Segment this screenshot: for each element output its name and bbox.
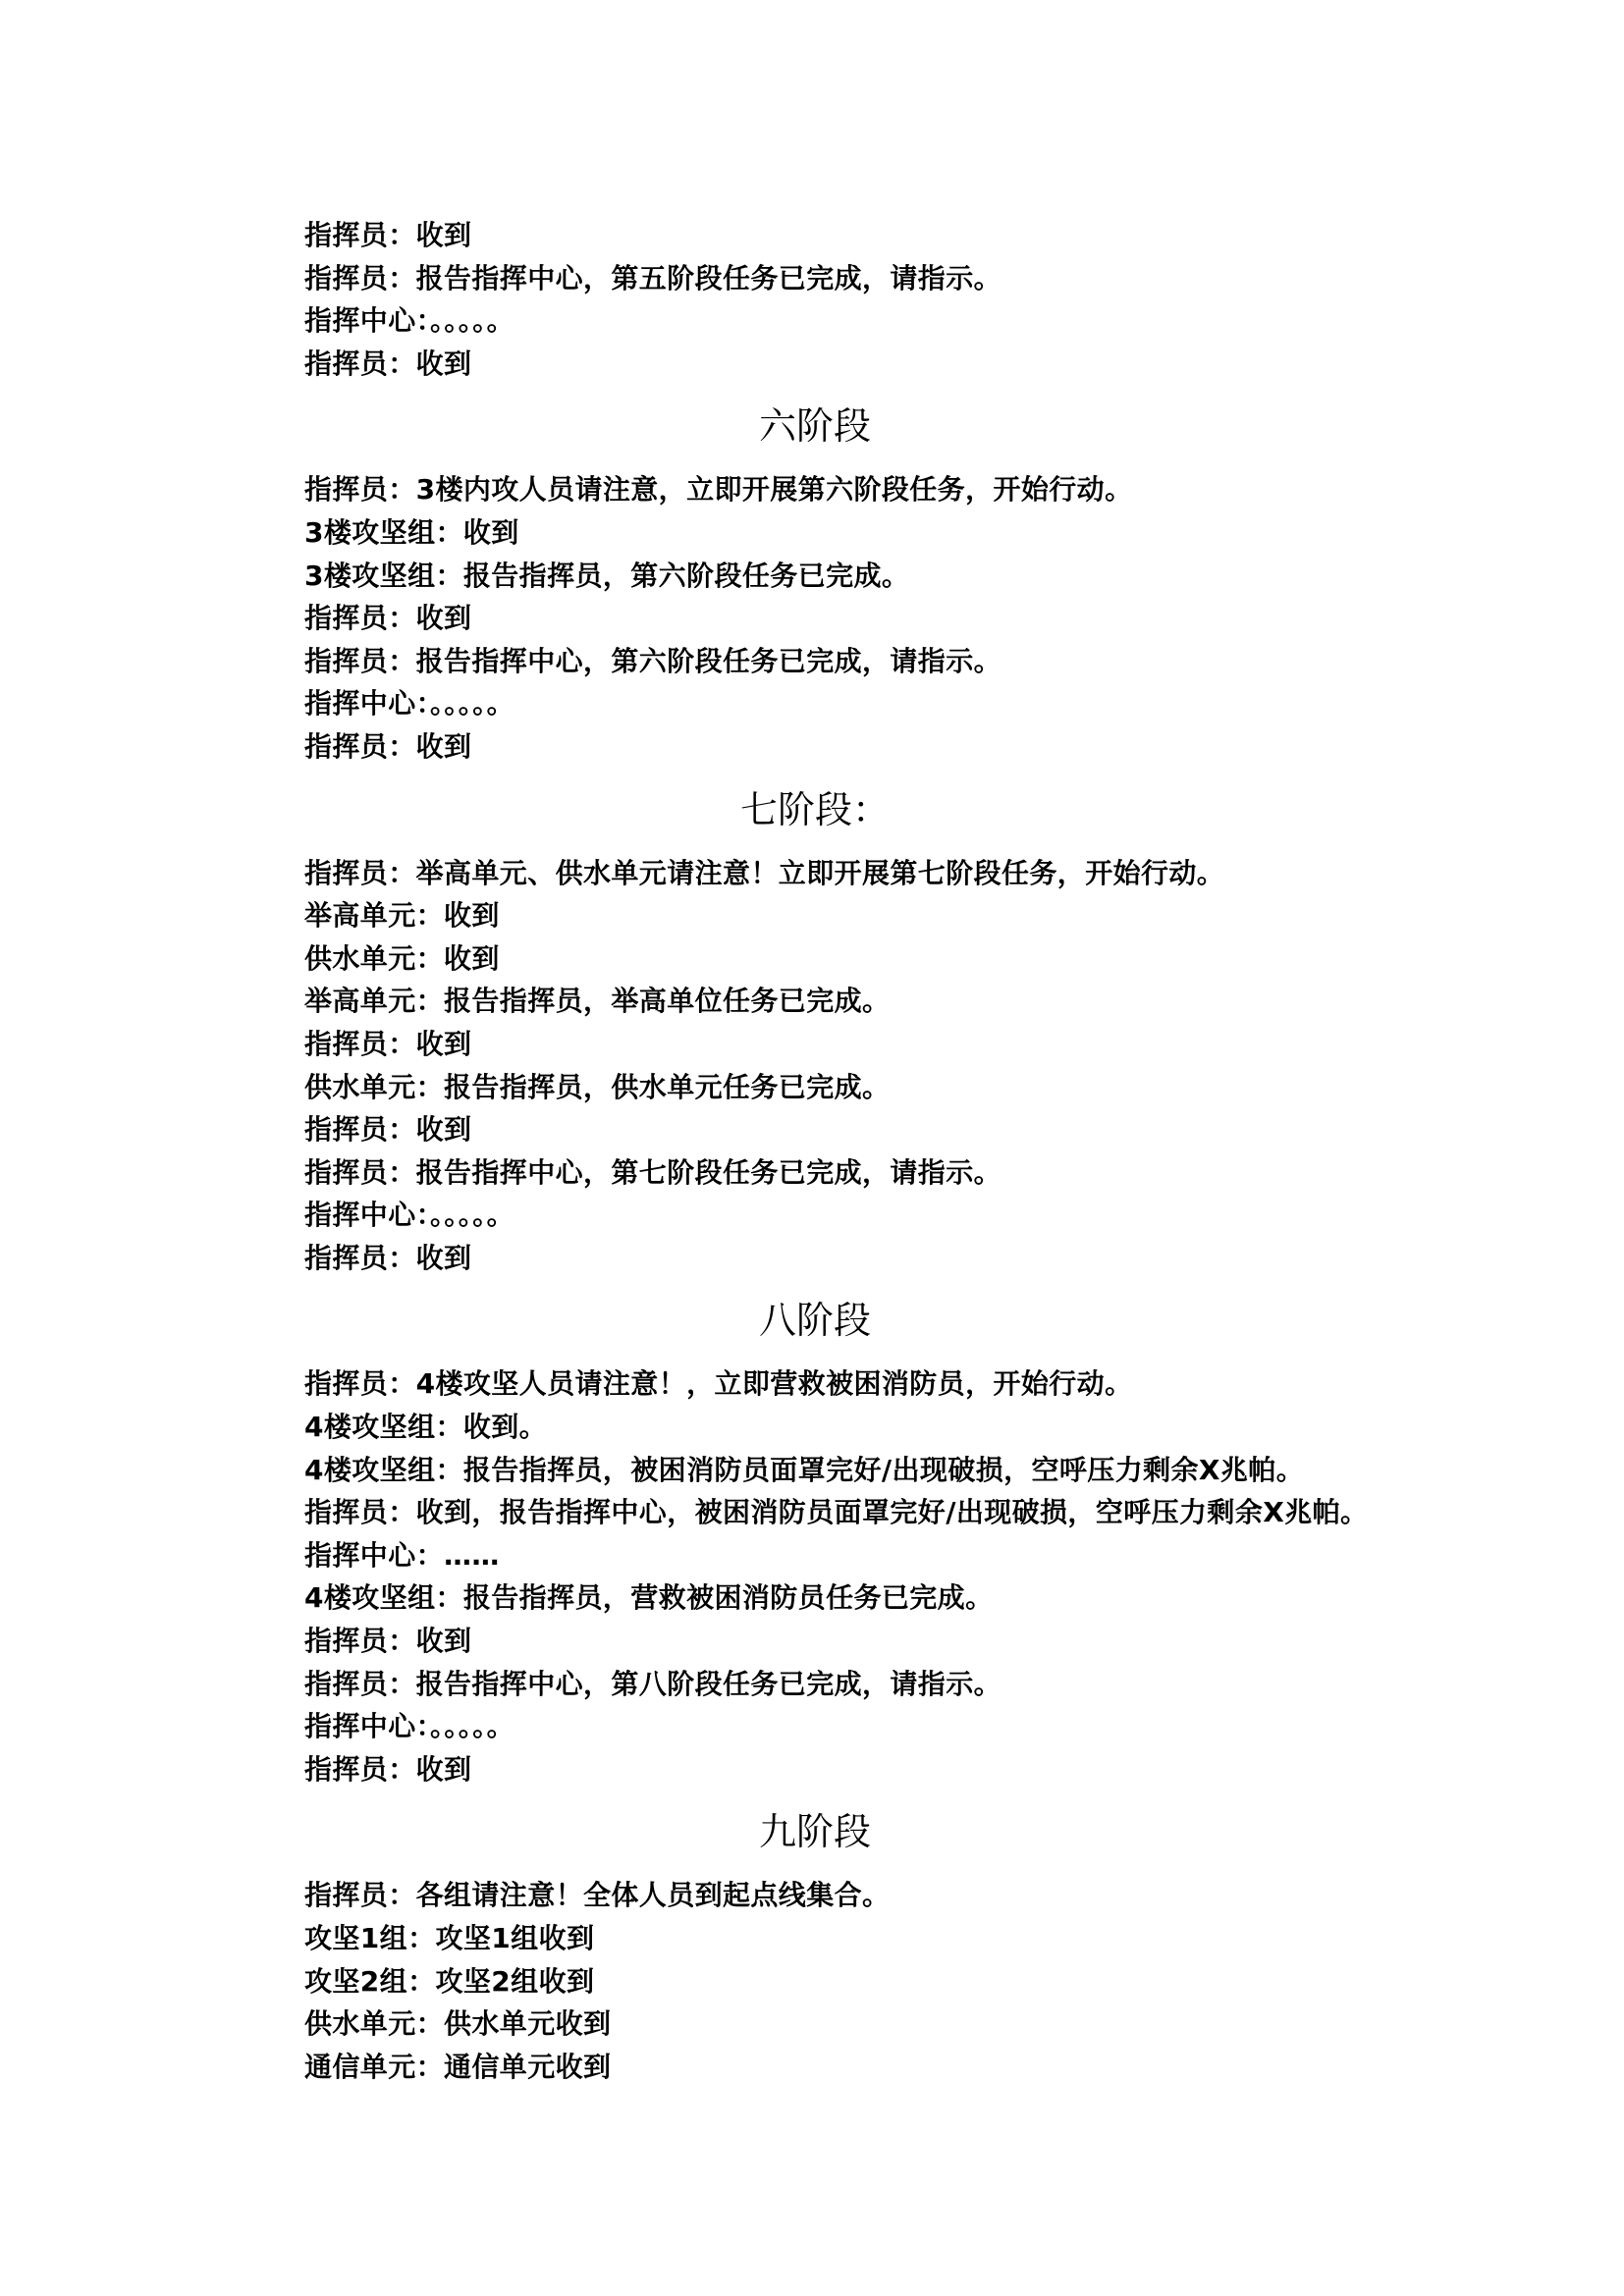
dialogue-line: 举高单元：收到: [304, 899, 500, 933]
dialogue-line: 供水单元：报告指挥员，供水单元任务已完成。: [304, 1070, 891, 1103]
section-7: [304, 769, 1434, 1280]
dialogue-line: 指挥员：报告指挥中心，第五阶段任务已完成，请指示。: [304, 261, 1002, 294]
section-9: [304, 1790, 1434, 2088]
section-6: [304, 385, 1434, 768]
section-heading: 九阶段: [758, 1810, 871, 1854]
dialogue-line: 指挥中心：……: [304, 1538, 500, 1572]
dialogue-line: 指挥员：收到: [304, 602, 472, 635]
dialogue-line: 4楼攻坚组：报告指挥员，营救被困消防员任务已完成。: [304, 1581, 994, 1615]
dialogue-line: 指挥员：举高单元、供水单元请注意！立即开展第七阶段任务，开始行动。: [304, 856, 1225, 889]
dialogue-line: 供水单元：供水单元收到: [304, 2007, 612, 2041]
dialogue-line: 攻坚1组：攻坚1组收到: [304, 1922, 595, 1954]
dialogue-line: 指挥中心：。。。。。: [304, 1710, 515, 1743]
dialogue-line: 指挥员：收到: [304, 729, 472, 763]
dialogue-line: 指挥员：收到: [304, 1752, 472, 1786]
dialogue-line: 指挥员：报告指挥中心，第八阶段任务已完成，请指示。: [304, 1667, 1002, 1700]
section-8: [304, 1279, 1434, 1790]
dialogue-line: 指挥员：各组请注意！全体人员到起点线集合。: [304, 1879, 891, 1912]
dialogue-line: 3楼攻坚组：报告指挥员，第六阶段任务已完成。: [304, 559, 910, 592]
dialogue-line: 指挥员：3楼内攻人员请注意，立即开展第六阶段任务，开始行动。: [304, 473, 1133, 507]
dialogue-line: 指挥员：收到: [304, 347, 472, 380]
dialogue-line: 4楼攻坚组：报告指挥员，被困消防员面罩完好/出现破损，空呼压力剩余X兆帕。: [304, 1453, 1305, 1486]
dialogue-line: 指挥中心：。。。。。: [304, 1199, 515, 1232]
dialogue-line: 指挥员：收到，报告指挥中心，被困消防员面罩完好/出现破损，空呼压力剩余X兆帕。: [304, 1496, 1369, 1529]
dialogue-line: 指挥员：收到: [304, 1113, 472, 1147]
dialogue-line: 3楼攻坚组：收到: [304, 515, 519, 549]
document-content: [304, 214, 1434, 2088]
section-heading: 八阶段: [758, 1299, 871, 1343]
section-heading: 七阶段：: [739, 787, 890, 831]
dialogue-line: 供水单元：收到: [304, 941, 500, 975]
section-heading: 六阶段: [758, 404, 871, 449]
dialogue-line: 举高单元：报告指挥员，举高单位任务已完成。: [304, 985, 891, 1018]
dialogue-line: 指挥员：4楼攻坚人员请注意！，立即营救被困消防员，开始行动。: [304, 1367, 1133, 1401]
dialogue-line: 指挥员：报告指挥中心，第六阶段任务已完成，请指示。: [304, 644, 1002, 677]
dialogue-line: 指挥中心：。。。。。: [304, 687, 515, 721]
dialogue-line: 指挥员：收到: [304, 1027, 472, 1060]
dialogue-line: 4楼攻坚组：收到。: [304, 1411, 548, 1444]
dialogue-line: 指挥员：报告指挥中心，第七阶段任务已完成，请指示。: [304, 1155, 1002, 1189]
dialogue-line: 指挥中心：。。。。。: [304, 304, 515, 338]
section-5-tail: [304, 214, 1434, 385]
dialogue-line: 攻坚2组：攻坚2组收到: [304, 1964, 595, 1998]
dialogue-line: 指挥员：收到: [304, 1241, 472, 1274]
dialogue-line: 通信单元：通信单元收到: [304, 2050, 612, 2083]
dialogue-line: 指挥员：收到: [304, 1625, 472, 1658]
dialogue-line: 指挥员：收到: [304, 219, 472, 251]
